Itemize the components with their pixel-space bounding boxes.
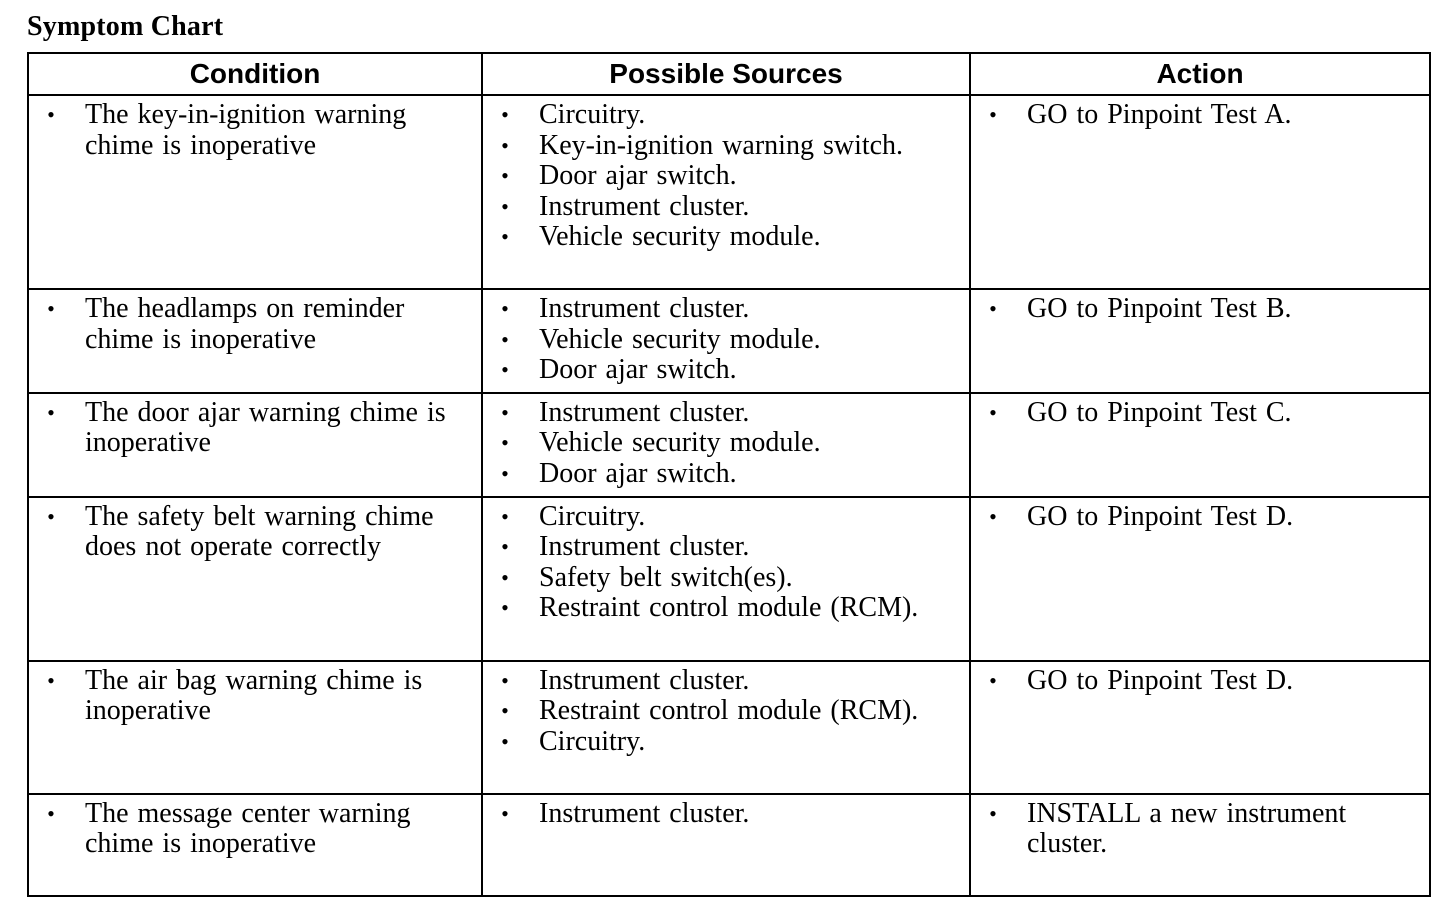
- table-header-row: [28, 53, 1430, 95]
- source-text: Instrument cluster.: [539, 531, 750, 563]
- bullet-icon: •: [501, 534, 509, 560]
- table-row: [28, 393, 1430, 497]
- list-item: [495, 593, 955, 624]
- condition-cell: [28, 393, 482, 497]
- list-item: [495, 294, 955, 325]
- bullet-icon: •: [989, 399, 997, 425]
- list-item: [495, 222, 955, 253]
- sources-cell: [482, 661, 970, 794]
- source-text: Vehicle security module.: [539, 323, 821, 355]
- action-cell: [970, 393, 1430, 497]
- condition-text: The key-in-ignition warning chime is inoperative: [85, 99, 407, 161]
- symptom-table: [27, 52, 1431, 897]
- source-text: Restraint control module (RCM).: [539, 592, 919, 624]
- list-item: [983, 502, 1415, 533]
- bullet-icon: •: [47, 399, 55, 425]
- list-item: [41, 100, 467, 161]
- action-cell: [970, 289, 1430, 393]
- header-possible-sources: Possible Sources: [482, 53, 970, 95]
- list-item: [41, 398, 467, 459]
- list-item: [41, 294, 467, 355]
- bullet-icon: •: [501, 800, 509, 826]
- condition-text: The message center warning chime is inoperative: [85, 797, 411, 860]
- bullet-icon: •: [989, 800, 997, 826]
- table-row: [28, 289, 1430, 393]
- bullet-icon: •: [47, 667, 55, 693]
- table-row: [28, 661, 1430, 794]
- source-text: Instrument cluster.: [539, 797, 750, 829]
- sources-cell: [482, 95, 970, 289]
- list-item: [495, 696, 955, 727]
- list-item: [41, 666, 467, 727]
- source-text: Vehicle security module.: [539, 427, 821, 459]
- bullet-icon: •: [47, 503, 55, 529]
- list-item: [495, 355, 955, 386]
- bullet-icon: •: [501, 102, 509, 127]
- bullet-icon: •: [501, 132, 509, 158]
- condition-text: The door ajar warning chime is inoperative: [85, 396, 446, 459]
- list-item: [495, 532, 955, 563]
- bullet-icon: •: [501, 460, 509, 486]
- bullet-icon: •: [501, 357, 509, 383]
- list-item: [495, 100, 955, 131]
- bullet-icon: •: [47, 102, 55, 127]
- bullet-icon: •: [501, 163, 509, 189]
- bullet-icon: •: [989, 296, 997, 321]
- list-item: [41, 502, 467, 563]
- bullet-icon: •: [989, 102, 997, 127]
- list-item: [495, 799, 955, 830]
- action-text: GO to Pinpoint Test C.: [1027, 396, 1292, 428]
- list-item: [983, 799, 1415, 860]
- source-text: Instrument cluster.: [539, 190, 750, 222]
- action-cell: [970, 497, 1430, 661]
- list-item: [41, 799, 467, 860]
- action-text: GO to Pinpoint Test B.: [1027, 293, 1292, 324]
- bullet-icon: •: [47, 800, 55, 826]
- header-condition: Condition: [28, 53, 482, 95]
- condition-text: The headlamps on reminder chime is inoperative: [85, 293, 405, 355]
- list-item: [495, 459, 955, 490]
- source-text: Door ajar switch.: [539, 354, 737, 386]
- action-cell: [970, 95, 1430, 289]
- source-text: Circuitry.: [539, 99, 646, 130]
- sources-cell: [482, 393, 970, 497]
- source-text: Door ajar switch.: [539, 160, 737, 192]
- list-item: [495, 727, 955, 758]
- source-text: Key-in-ignition warning switch.: [539, 129, 904, 161]
- action-cell: [970, 661, 1430, 794]
- bullet-icon: •: [989, 667, 997, 693]
- list-item: [495, 131, 955, 162]
- bullet-icon: •: [501, 326, 509, 352]
- source-text: Instrument cluster.: [539, 664, 750, 696]
- table-row: [28, 794, 1430, 896]
- condition-text: The air bag warning chime is inoperative: [85, 664, 423, 727]
- bullet-icon: •: [47, 296, 55, 321]
- list-item: [495, 666, 955, 697]
- list-item: [495, 502, 955, 533]
- header-action: Action: [970, 53, 1430, 95]
- condition-cell: [28, 95, 482, 289]
- bullet-icon: •: [501, 698, 509, 724]
- action-cell: [970, 794, 1430, 896]
- action-text: GO to Pinpoint Test A.: [1027, 99, 1292, 130]
- condition-cell: [28, 661, 482, 794]
- condition-cell: [28, 289, 482, 393]
- bullet-icon: •: [501, 399, 509, 425]
- bullet-icon: •: [501, 564, 509, 590]
- list-item: [495, 325, 955, 356]
- source-text: Circuitry.: [539, 725, 646, 757]
- list-item: [495, 161, 955, 192]
- sources-cell: [482, 497, 970, 661]
- bullet-icon: •: [989, 503, 997, 529]
- source-text: Instrument cluster.: [539, 396, 750, 428]
- table-row: [28, 497, 1430, 661]
- condition-cell: [28, 497, 482, 661]
- list-item: [983, 666, 1415, 697]
- source-text: Instrument cluster.: [539, 293, 750, 324]
- bullet-icon: •: [501, 193, 509, 219]
- action-text: INSTALL a new instrument cluster.: [1027, 797, 1347, 860]
- list-item: [495, 428, 955, 459]
- sources-cell: [482, 289, 970, 393]
- table-row: [28, 95, 1430, 289]
- bullet-icon: •: [501, 595, 509, 621]
- list-item: [495, 398, 955, 429]
- source-text: Circuitry.: [539, 500, 646, 532]
- sources-cell: [482, 794, 970, 896]
- bullet-icon: •: [501, 224, 509, 250]
- list-item: [983, 100, 1415, 131]
- bullet-icon: •: [501, 503, 509, 529]
- source-text: Door ajar switch.: [539, 457, 737, 489]
- page-title: Symptom Chart: [27, 11, 224, 42]
- list-item: [983, 294, 1415, 325]
- bullet-icon: •: [501, 296, 509, 321]
- action-text: GO to Pinpoint Test D.: [1027, 500, 1294, 532]
- bullet-icon: •: [501, 430, 509, 456]
- source-text: Restraint control module (RCM).: [539, 695, 919, 727]
- list-item: [983, 398, 1415, 429]
- bullet-icon: •: [501, 728, 509, 754]
- bullet-icon: •: [501, 667, 509, 693]
- list-item: [495, 563, 955, 594]
- action-text: GO to Pinpoint Test D.: [1027, 664, 1294, 696]
- list-item: [495, 192, 955, 223]
- condition-text: The safety belt warning chime does not operate correctly: [85, 500, 434, 563]
- condition-cell: [28, 794, 482, 896]
- source-text: Safety belt switch(es).: [539, 561, 793, 593]
- source-text: Vehicle security module.: [539, 221, 821, 253]
